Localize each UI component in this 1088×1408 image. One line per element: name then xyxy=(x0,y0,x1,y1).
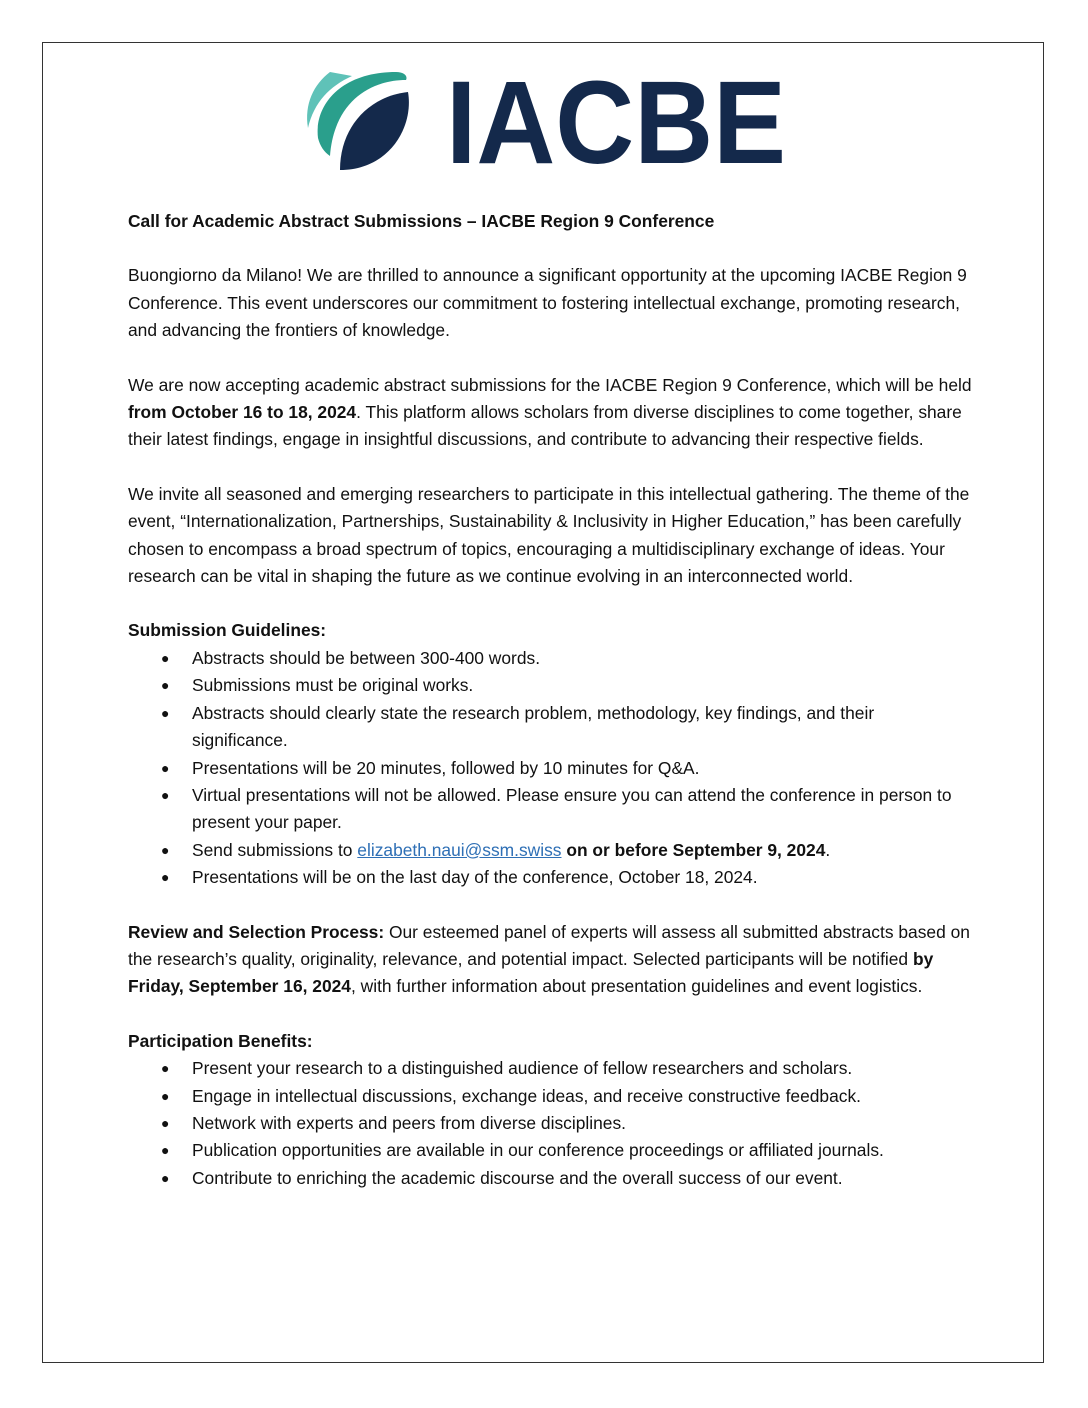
list-item-text: Contribute to enriching the academic discourse and the overall success of our event. xyxy=(192,1167,843,1188)
list-item xyxy=(128,672,974,699)
review-paragraph xyxy=(128,919,974,1001)
send-text-after: . xyxy=(825,839,831,860)
guidelines-heading: Submission Guidelines: xyxy=(128,620,327,641)
send-text-before: Send submissions to xyxy=(192,839,358,860)
bullet-icon: ● xyxy=(161,704,170,721)
notification-date: by Friday, September 16, 2024 xyxy=(128,948,934,997)
bullet-icon: ● xyxy=(161,677,170,694)
list-item xyxy=(128,864,974,891)
bullet-icon: ● xyxy=(161,869,170,886)
document-title: Call for Academic Abstract Submissions – IACBE Region 9 Conference xyxy=(128,211,715,231)
list-item-text: Abstracts should clearly state the research problem, methodology, key findings, and their significance. xyxy=(192,702,875,751)
submission-deadline: on or before September 9, 2024 xyxy=(566,839,826,860)
dates-text-after: . This platform allows scholars from diverse disciplines to come together, share their latest findings, engage in insightful discussions, and contribute to advancing their respective fields. xyxy=(128,402,962,450)
list-item-text: Virtual presentations will not be allowed. Please ensure you can attend the conference in person to present your paper. xyxy=(192,784,952,833)
benefits-heading: Participation Benefits: xyxy=(128,1030,313,1051)
list-item xyxy=(128,700,974,755)
intro-paragraph: Buongiorno da Milano! We are thrilled to announce a significant opportunity at the upcoming IACBE Region 9 Conference. This event underscores our commitment to fostering intellectual exchange, promoting research, and advancing the frontiers of knowledge. xyxy=(128,265,967,341)
list-item xyxy=(128,1165,974,1192)
bullet-icon: ● xyxy=(161,1142,170,1159)
dates-text-before: We are now accepting academic abstract submissions for the IACBE Region 9 Conference, which will be held xyxy=(128,374,972,395)
benefits-list xyxy=(128,1055,974,1192)
bullet-icon: ● xyxy=(161,786,170,803)
list-item xyxy=(128,782,974,837)
list-item-text: Presentations will be 20 minutes, followed by 10 minutes for Q&A. xyxy=(192,757,700,778)
bullet-icon: ● xyxy=(161,841,170,858)
bullet-icon: ● xyxy=(161,1169,170,1186)
bullet-icon: ● xyxy=(161,1114,170,1131)
list-item-text: Engage in intellectual discussions, exchange ideas, and receive constructive feedback. xyxy=(192,1085,861,1106)
list-item-text: Network with experts and peers from diverse disciplines. xyxy=(192,1112,626,1133)
bullet-icon: ● xyxy=(161,1087,170,1104)
list-item-text: Present your research to a distinguished audience of fellow researchers and scholars. xyxy=(192,1058,853,1079)
bullet-icon: ● xyxy=(161,759,170,776)
logo-wordmark: IACBE xyxy=(446,66,786,176)
bullet-icon: ● xyxy=(161,649,170,666)
document-body xyxy=(128,208,974,1192)
list-item-text: Abstracts should be between 300-400 words. xyxy=(192,647,541,668)
bullet-icon: ● xyxy=(161,1060,170,1077)
list-item-text: Presentations will be on the last day of the conference, October 18, 2024. xyxy=(192,867,758,888)
theme-paragraph: We invite all seasoned and emerging researchers to participate in this intellectual gathering. The theme of the event, “Internationalization, Partnerships, Sustainability & Inclusivity in Higher Education,” has been carefully chosen to encompass a broad spectrum of topics, encouraging a multidisciplinary exchange of ideas. Your research can be vital in shaping the future as we continue evolving in an interconnected world. xyxy=(128,483,970,587)
dates-paragraph xyxy=(128,372,974,454)
list-item xyxy=(128,837,974,864)
list-item xyxy=(128,1110,974,1137)
list-item-text: Publication opportunities are available in our conference proceedings or affiliated journals. xyxy=(192,1140,884,1161)
iacbe-logo xyxy=(300,66,790,176)
review-text-after: , with further information about presentation guidelines and event logistics. xyxy=(350,976,923,997)
list-item xyxy=(128,1083,974,1110)
conference-dates: from October 16 to 18, 2024 xyxy=(128,402,357,423)
logo-navy-leaf xyxy=(340,92,409,170)
list-item xyxy=(128,1055,974,1082)
review-text-before: Our esteemed panel of experts will assess all submitted abstracts based on the research’s quality, originality, relevance, and potential impact. Selected participants will be notified xyxy=(128,921,970,969)
guidelines-list xyxy=(128,645,974,892)
review-heading: Review and Selection Process: xyxy=(128,921,385,942)
list-item-text: Submissions must be original works. xyxy=(192,675,474,696)
submission-email-link[interactable]: elizabeth.naui@ssm.swiss xyxy=(357,839,562,860)
list-item xyxy=(128,1137,974,1164)
list-item xyxy=(128,755,974,782)
list-item xyxy=(128,645,974,672)
